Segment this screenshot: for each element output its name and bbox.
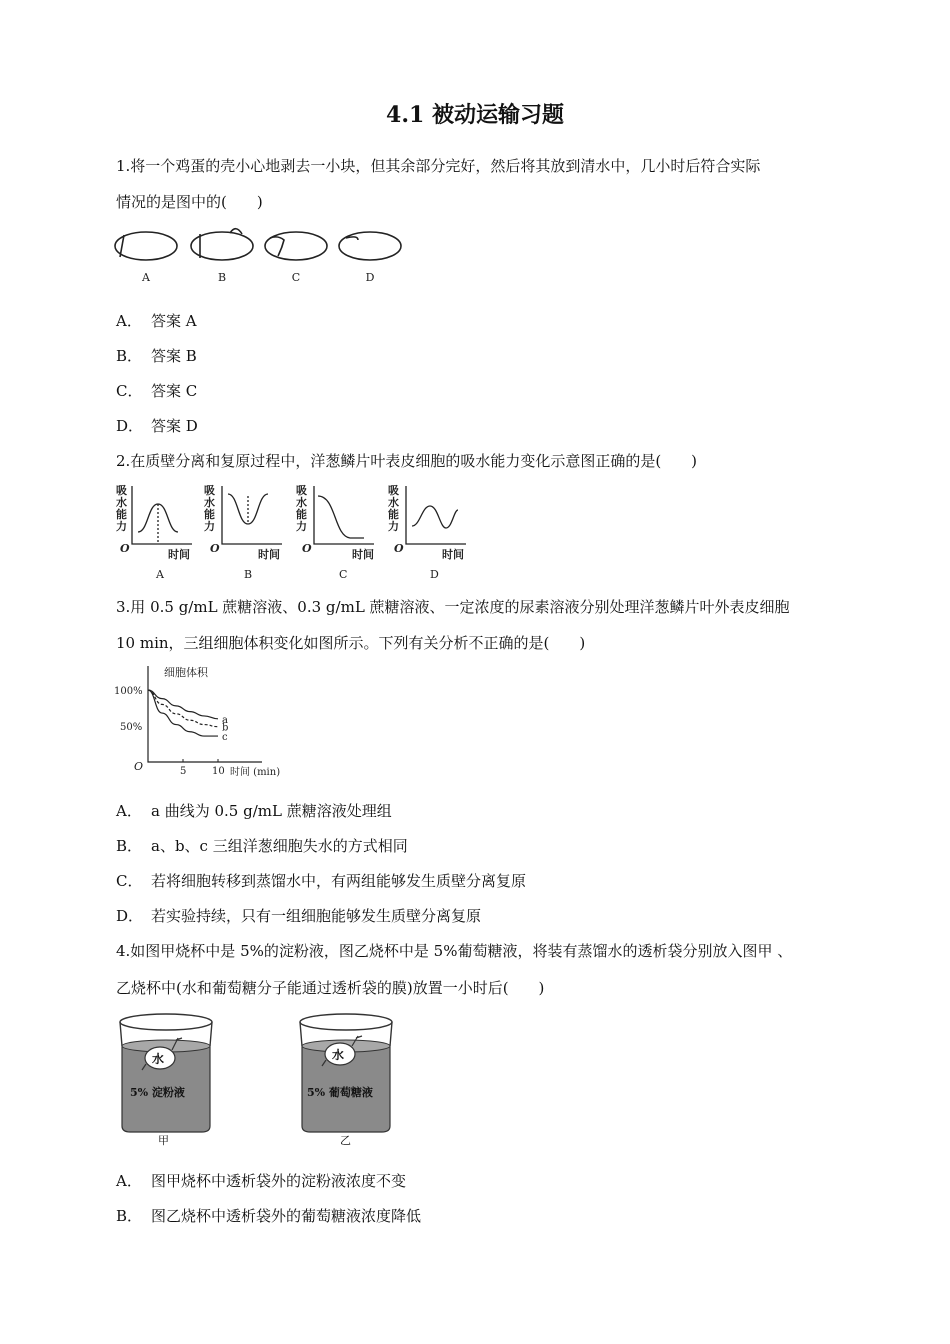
- q4-stem-line1: 4.如图甲烧杯中是 5%的淀粉液，图乙烧杯中是 5%葡萄糖液，将装有蒸馏水的透析袋分别放入图甲 、: [116, 942, 793, 960]
- beaker-yi: [300, 1014, 392, 1147]
- x-tick-10: 10: [212, 766, 225, 777]
- option-text: 图甲烧杯中透析袋外的淀粉液浓度不变: [151, 1172, 407, 1190]
- q1-fig-label-a: A: [142, 271, 150, 284]
- option-label: A．: [116, 1172, 142, 1190]
- fig-label: C: [339, 568, 348, 581]
- q2-a-axes: [132, 486, 192, 544]
- q2-graph-c: [296, 483, 374, 581]
- ylabel-char: 能: [204, 508, 215, 521]
- q4-option-a[interactable]: [116, 1171, 406, 1191]
- origin-label: O: [120, 542, 130, 555]
- beaker-caption: 乙: [340, 1134, 351, 1147]
- option-label: C．: [116, 382, 143, 400]
- q1-stem-line1: 1.将一个鸡蛋的壳小心地剥去一小块，但其余部分完好，然后将其放到清水中，几小时后符合实际: [116, 157, 761, 175]
- q2-d-axes: [406, 486, 466, 544]
- beaker-jia: [120, 1014, 212, 1147]
- option-text: 答案 B: [151, 347, 197, 365]
- series-label-b: b: [222, 722, 229, 734]
- series-line-a: [148, 690, 218, 719]
- q3-cell-volume-chart: [112, 662, 298, 782]
- q1-stem-line2: 情况的是图中的( ): [116, 193, 263, 211]
- q4-option-b[interactable]: [116, 1206, 421, 1226]
- ylabel-char: 水: [296, 496, 307, 509]
- option-text: 答案 D: [151, 417, 198, 435]
- ylabel-char: 水: [116, 496, 127, 509]
- fig-label: B: [244, 568, 253, 581]
- option-text: 图乙烧杯中透析袋外的葡萄糖液浓度降低: [151, 1207, 422, 1225]
- q2-graph-b: [204, 483, 280, 581]
- q1-fig-label-b: B: [217, 271, 227, 284]
- q3-option-d[interactable]: [116, 906, 481, 926]
- q2-graphs-figure: [112, 482, 482, 582]
- q3-option-c[interactable]: [116, 871, 526, 891]
- page-title: 4.1 被动运输习题: [386, 102, 564, 128]
- bag-label: 水: [152, 1052, 165, 1066]
- q1-fig-label-c: C: [291, 271, 301, 284]
- y-tick-50: 50%: [120, 722, 143, 733]
- ylabel-char: 吸: [388, 484, 399, 497]
- option-text: a、b、c 三组洋葱细胞失水的方式相同: [151, 837, 408, 855]
- q4-stem-line2: 乙烧杯中(水和葡萄糖分子能通过透析袋的膜)放置一小时后( ): [116, 979, 545, 997]
- q2-stem-line1: 2.在质壁分离和复原过程中，洋葱鳞片叶表皮细胞的吸水能力变化示意图正确的是( ): [116, 452, 698, 470]
- x-axis-label: 时间 (min): [230, 767, 281, 778]
- xlabel: 时间: [442, 548, 464, 561]
- beaker-rim: [300, 1014, 392, 1030]
- chart-series-group: [148, 690, 228, 762]
- ylabel-char: 力: [388, 520, 399, 533]
- q1-fig-label-d: D: [365, 271, 375, 284]
- option-label: A．: [116, 312, 142, 330]
- ylabel-char: 水: [388, 496, 399, 509]
- egg-c-dent: [270, 237, 284, 256]
- option-label: D．: [116, 907, 144, 925]
- ylabel-char: 力: [296, 520, 307, 533]
- ylabel-char: 力: [204, 520, 215, 533]
- ylabel-char: 吸: [296, 484, 307, 497]
- option-label: D．: [116, 417, 144, 435]
- xlabel: 时间: [352, 548, 374, 561]
- q3-stem-line2: 10 min，三组细胞体积变化如图所示。下列有关分析不正确的是( ): [116, 634, 586, 652]
- beaker-caption: 甲: [158, 1134, 169, 1147]
- option-label: B．: [116, 347, 143, 365]
- q1-option-d[interactable]: [116, 416, 198, 436]
- option-text: 若实验持续，只有一组细胞能够发生质壁分离复原: [151, 907, 482, 925]
- option-label: C．: [116, 872, 143, 890]
- series-label-a: a: [222, 714, 228, 726]
- option-text: a 曲线为 0.5 g/mL 蔗糖溶液处理组: [151, 802, 392, 820]
- egg-d: [339, 232, 401, 260]
- option-text: 答案 A: [151, 312, 197, 330]
- ylabel-char: 吸: [116, 484, 127, 497]
- ylabel-char: 能: [296, 508, 307, 521]
- chart-title: 细胞体积: [164, 666, 208, 679]
- option-label: B．: [116, 837, 143, 855]
- q2-graph-a: [116, 483, 190, 581]
- q4-beakers-figure: [112, 1008, 402, 1148]
- fig-label: D: [430, 568, 439, 581]
- q2-d-curve: [412, 506, 458, 528]
- liquid-label: 5% 淀粉液: [130, 1086, 185, 1099]
- q1-option-a[interactable]: [116, 311, 197, 331]
- origin-label: O: [394, 542, 404, 555]
- option-text: 答案 C: [151, 382, 198, 400]
- ylabel-char: 力: [116, 520, 127, 533]
- origin-label: O: [210, 542, 220, 555]
- q3-option-b[interactable]: [116, 836, 408, 856]
- q2-graph-d: [388, 483, 464, 581]
- q1-egg-figure: [112, 226, 412, 288]
- beaker-rim: [120, 1014, 212, 1030]
- q1-option-b[interactable]: [116, 346, 197, 366]
- series-label-c: c: [222, 732, 228, 744]
- option-text: 若将细胞转移到蒸馏水中，有两组能够发生质壁分离复原: [151, 872, 527, 890]
- xlabel: 时间: [168, 548, 190, 561]
- x-tick-5: 5: [180, 766, 187, 777]
- fig-label: A: [156, 568, 164, 581]
- ylabel-char: 吸: [204, 484, 215, 497]
- bag-label: 水: [332, 1048, 345, 1062]
- q3-stem-line1: 3.用 0.5 g/mL 蔗糖溶液、0.3 g/mL 蔗糖溶液、一定浓度的尿素溶液分别处理洋葱鳞片叶外表皮细胞: [116, 598, 790, 616]
- origin-label: O: [302, 542, 312, 555]
- option-label: B．: [116, 1207, 143, 1225]
- q2-c-curve: [318, 496, 364, 538]
- liquid-label: 5% 葡萄糖液: [307, 1086, 373, 1099]
- ylabel-char: 水: [204, 496, 215, 509]
- egg-d-cut: [346, 237, 358, 240]
- ylabel-char: 能: [116, 508, 127, 521]
- q3-option-a[interactable]: [116, 801, 392, 821]
- q1-option-c[interactable]: [116, 381, 197, 401]
- option-label: A．: [116, 802, 142, 820]
- ylabel-char: 能: [388, 508, 399, 521]
- y-tick-100: 100%: [114, 686, 143, 697]
- chart-origin: O: [134, 760, 144, 773]
- xlabel: 时间: [258, 548, 280, 561]
